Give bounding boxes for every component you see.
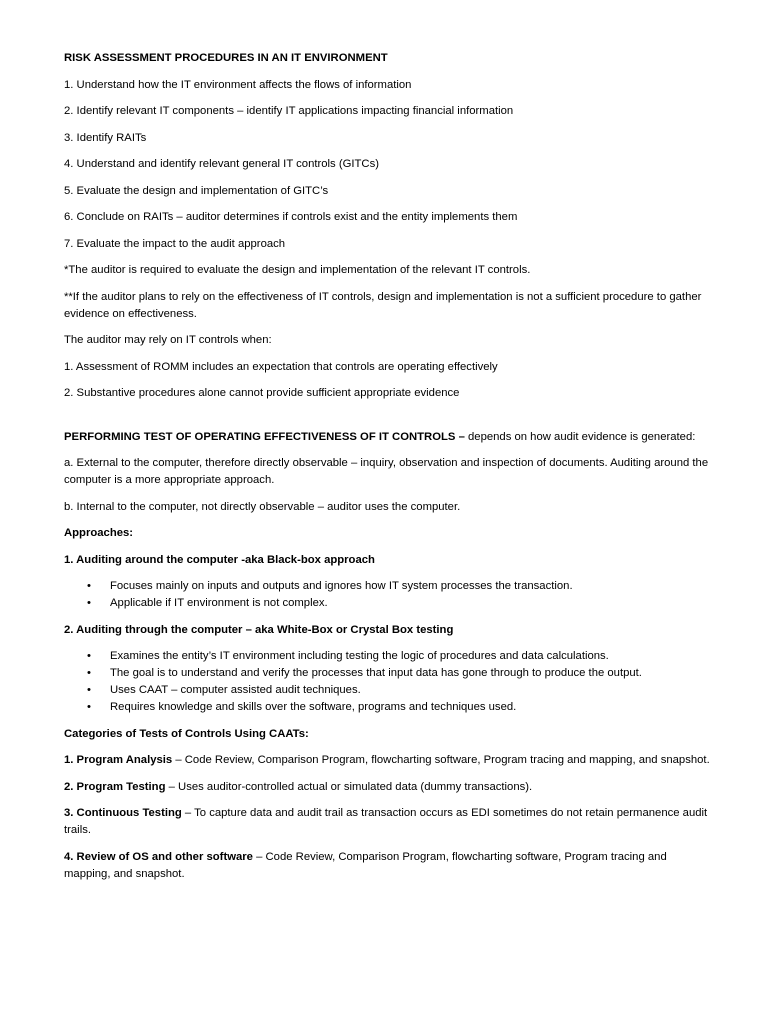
bullet-icon: • (87, 650, 91, 662)
caat-category-text: – Code Review, Comparison Program, flowcharting software, Program tracing and mapping, and snapshot. (172, 754, 710, 766)
caat-category-4 (64, 849, 714, 883)
list-item (64, 699, 714, 716)
bullet-icon: • (87, 667, 91, 679)
approach-2-bullet-list (64, 648, 714, 716)
bullet-text: The goal is to understand and verify the processes that input data has gone through to produce the output. (110, 667, 642, 679)
caat-category-3 (64, 805, 714, 839)
list-item (64, 682, 714, 699)
caat-category-text: – Code Review, Comparison Program, flowcharting software, Program tracing and mapping, and snapshot. (64, 850, 667, 880)
bullet-icon: • (87, 580, 91, 592)
caat-category-title: 4. Review of OS and other software (64, 850, 253, 863)
bullet-text: Uses CAAT – computer assisted audit techniques. (110, 684, 361, 696)
note-effectiveness: **If the auditor plans to rely on the effectiveness of IT controls, design and implementation is not a sufficient procedure to gather evidence on effectiveness. (64, 290, 702, 320)
caat-category-title: 1. Program Analysis (64, 754, 173, 766)
caat-category-title: 3. Continuous Testing (64, 807, 182, 819)
bullet-text: Applicable if IT environment is not complex. (110, 597, 328, 609)
bullet-icon: • (87, 597, 91, 609)
approach-1-bullet-list (64, 578, 714, 612)
operating-effectiveness-heading-bold: PERFORMING TEST OF OPERATING EFFECTIVENESS OF IT CONTROLS – (64, 430, 465, 443)
bullet-icon: • (87, 684, 91, 696)
section-heading-caat-categories: Categories of Tests of Controls Using CAATs: (64, 727, 309, 740)
risk-step-3: 3. Identify RAITs (64, 131, 147, 144)
risk-step-1: 1. Understand how the IT environment affects the flows of information (64, 78, 412, 91)
list-item (64, 578, 714, 595)
section-heading-risk-assessment: RISK ASSESSMENT PROCEDURES IN AN IT ENVIRONMENT (64, 52, 388, 64)
bullet-text: Requires knowledge and skills over the software, programs and techniques used. (110, 701, 517, 713)
approaches-label: Approaches: (64, 527, 134, 539)
document-page (64, 50, 714, 892)
risk-step-5: 5. Evaluate the design and implementation of GITC’s (64, 184, 329, 197)
risk-step-2: 2. Identify relevant IT components – identify IT applications impacting financial information (64, 105, 514, 117)
note-design-implementation: *The auditor is required to evaluate the design and implementation of the relevant IT controls. (64, 264, 531, 276)
rely-item-2: 2. Substantive procedures alone cannot provide sufficient appropriate evidence (64, 387, 460, 399)
caat-category-title: 2. Program Testing (64, 780, 166, 793)
approach-2-title: 2. Auditing through the computer – aka White-Box or Crystal Box testing (64, 623, 454, 636)
evidence-item-b: b. Internal to the computer, not directly observable – auditor uses the computer. (64, 500, 461, 513)
approach-1-title: 1. Auditing around the computer -aka Black-box approach (64, 553, 375, 566)
evidence-item-a: a. External to the computer, therefore directly observable – inquiry, observation and inspection of documents. Auditing around the computer is a more appropriate approach. (64, 457, 709, 486)
bullet-text: Focuses mainly on inputs and outputs and ignores how IT system processes the transaction. (110, 580, 573, 592)
list-item (64, 595, 714, 612)
risk-step-7: 7. Evaluate the impact to the audit approach (64, 237, 286, 250)
list-item (64, 648, 714, 665)
section-spacer (64, 412, 714, 429)
caat-category-1 (64, 752, 714, 769)
rely-intro: The auditor may rely on IT controls when: (64, 334, 272, 346)
risk-step-6: 6. Conclude on RAITs – auditor determines if controls exist and the entity implements them (64, 211, 518, 223)
risk-step-4: 4. Understand and identify relevant general IT controls (GITCs) (64, 158, 379, 170)
bullet-icon: • (87, 701, 91, 713)
section-heading-operating-effectiveness (64, 429, 714, 446)
caat-category-2 (64, 779, 714, 796)
operating-effectiveness-heading-rest: depends on how audit evidence is generated: (464, 430, 696, 443)
list-item (64, 665, 714, 682)
caat-category-text: – To capture data and audit trail as transaction occurs as EDI sometimes do not retain permanence audit trails. (64, 807, 708, 836)
rely-item-1: 1. Assessment of ROMM includes an expectation that controls are operating effectively (64, 360, 498, 373)
caat-category-text: – Uses auditor-controlled actual or simulated data (dummy transactions). (165, 780, 533, 793)
bullet-text: Examines the entity’s IT environment including testing the logic of procedures and data calculations. (110, 650, 609, 662)
